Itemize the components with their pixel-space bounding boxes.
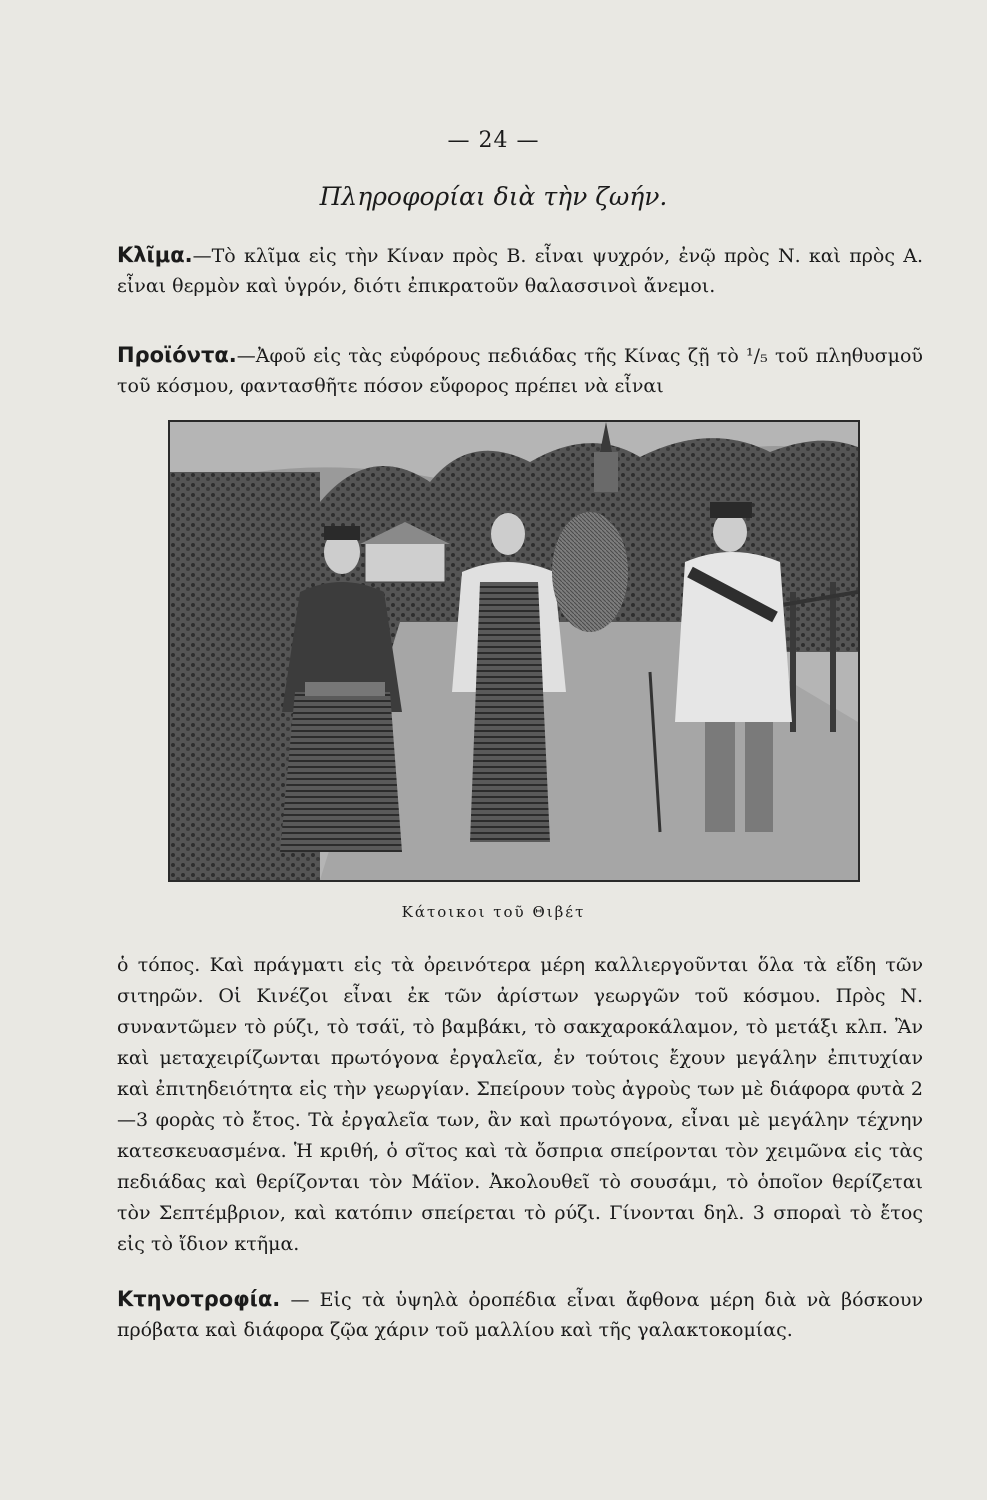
section-heading-ktinotrofia: Κτηνοτροφία. bbox=[117, 1287, 281, 1311]
figure-caption: Κάτοικοι τοῦ Θιβέτ bbox=[401, 903, 586, 921]
paragraph-ktinotrofia bbox=[117, 1284, 923, 1345]
engraving-photo bbox=[168, 420, 860, 882]
paragraph-text-klima: —Τὸ κλῖμα εἰς τὴν Κίναν πρὸς Β. εἶναι ψυχρόν, ἐνῷ πρὸς Ν. καὶ πρὸς Α. εἶναι θερμὸν καὶ ὑγρόν, διότι ἐπικρατοῦν θαλασσινοὶ ἄνεμοι. bbox=[117, 245, 923, 297]
paragraph-klima bbox=[117, 240, 923, 301]
paragraph-text-ktinotrofia: — Εἰς τὰ ὑψηλὰ ὀροπέδια εἶναι ἄφθονα μέρη διὰ νὰ βόσκουν πρόβατα καὶ διάφορα ζῷα χάριν τοῦ μαλλίου καὶ τῆς γαλακτοκομίας. bbox=[117, 1289, 923, 1341]
page-number: — 24 — bbox=[447, 128, 540, 153]
page-title: Πληροφορίαι διὰ τὴν ζωήν. bbox=[319, 182, 668, 211]
section-heading-proionta: Προϊόντα. bbox=[117, 343, 237, 367]
paragraph-proionta bbox=[117, 340, 923, 401]
tibetan-villagers-illustration bbox=[170, 422, 858, 880]
paragraph-continuation: ὁ τόπος. Καὶ πράγματι εἰς τὰ ὀρεινότερα μέρη καλλιεργοῦνται ὅλα τὰ εἴδη τῶν σιτηρῶν. Οἱ Κινέζοι εἶναι ἐκ τῶν ἀρίστων γεωργῶν τοῦ κόσμου. Πρὸς Ν. συναντῶμεν τὸ ρύζι, τὸ τσάϊ, τὸ βαμβάκι, τὸ σακχαροκάλαμον, τὸ μετάξι κλπ. Ἂν καὶ μεταχειρίζωνται πρωτόγονα ἐργαλεῖα, ἐν τούτοις ἔχουν μεγάλην ἐπιτυχίαν καὶ ἐπιτηδειότητα εἰς τὴν γεωργίαν. Σπείρουν τοὺς ἀγροὺς των μὲ διάφορα φυτὰ 2—3 φορὰς τὸ ἔτος. Τὰ ἐργαλεῖα των, ἂν καὶ πρωτόγονα, εἶναι μὲ μεγάλην τέχνην κατεσκευασμένα. Ἡ κριθή, ὁ σῖτος καὶ τὰ ὄσπρια σπείρονται τὸν χειμῶνα εἰς τὰς πεδιάδας καὶ θερίζονται τὸν Μάϊον. Ἀκολουθεῖ τὸ σουσάμι, τὸ ὁποῖον θερίζεται τὸν Σεπτέμβριον, καὶ κατόπιν σπείρεται τὸ ρύζι. Γίνονται δηλ. 3 σποραὶ τὸ ἔτος εἰς τὸ ἴδιον κτῆμα. bbox=[117, 954, 923, 1255]
paragraph-text-proionta: —Ἀφοῦ εἰς τὰς εὐφόρους πεδιάδας τῆς Κίνας ζῇ τὸ ¹/₅ τοῦ πληθυσμοῦ τοῦ κόσμου, φαντασθῆτε πόσον εὔφορος πρέπει νὰ εἶναι bbox=[117, 345, 923, 397]
section-heading-klima: Κλῖμα. bbox=[117, 243, 193, 267]
